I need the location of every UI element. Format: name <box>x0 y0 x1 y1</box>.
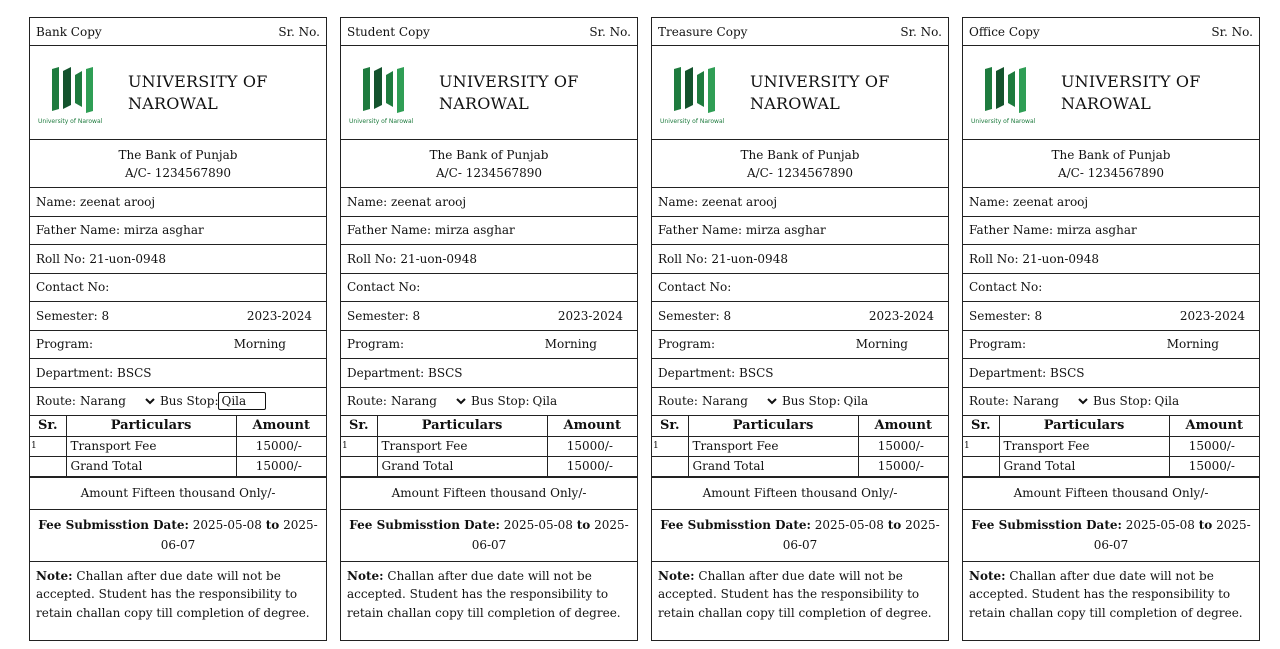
semester: 8 <box>101 308 110 323</box>
amount-in-words: Amount Fifteen thousand Only/- <box>652 477 948 510</box>
bank-name: The Bank of Punjab <box>118 147 238 162</box>
serial-number-label: Sr. No. <box>1211 24 1253 39</box>
route-row <box>652 388 948 417</box>
logo-caption: University of Narowal <box>971 117 1036 125</box>
program-label: Program: <box>36 337 94 352</box>
copy-title: Office Copy <box>969 24 1040 39</box>
fee-table <box>652 416 948 477</box>
semester: 8 <box>723 308 732 323</box>
serial-number-label: Sr. No. <box>900 24 942 39</box>
bank-account: A/C- 1234567890 <box>746 165 854 180</box>
student-name-row: Name: zeenat arooj <box>30 188 326 217</box>
program-row <box>30 331 326 360</box>
semester-row: Semester: 8 2023-2024 <box>963 302 1259 331</box>
bank-name: The Bank of Punjab <box>1051 147 1171 162</box>
note: Note: Challan after due date will not be accepted. Student has the responsibility to retain challan copy till completion of degree. <box>969 568 1243 620</box>
roll-no-row: Roll No: 21-uon-0948 <box>341 245 637 274</box>
route-row <box>963 388 1259 417</box>
contact-row <box>30 274 326 303</box>
roll-no: 21-uon-0948 <box>1022 251 1099 266</box>
university-logo <box>971 61 1051 125</box>
route-select[interactable] <box>387 393 469 409</box>
submission-dates: Fee Submisstion Date: 2025-05-08 to 2025-06-07 <box>963 510 1259 562</box>
bus-stop-input[interactable] <box>218 392 266 410</box>
challan-copy <box>651 17 949 641</box>
roll-no: 21-uon-0948 <box>400 251 477 266</box>
amount-in-words: Amount Fifteen thousand Only/- <box>341 477 637 510</box>
student-name: zeenat arooj <box>1013 194 1089 209</box>
department: BSCS <box>739 365 774 380</box>
bank-account: A/C- 1234567890 <box>1057 165 1165 180</box>
route-select[interactable] <box>1009 393 1091 409</box>
challan-copy <box>29 17 327 641</box>
bank-info <box>30 140 326 188</box>
fee-table-header: Sr. Particulars Amount <box>341 416 637 436</box>
department-row: Department: BSCS <box>963 359 1259 388</box>
route-row <box>341 388 637 417</box>
table-row: 1 Transport Fee 15000/- <box>30 436 326 456</box>
copy-header <box>963 18 1259 46</box>
university-name: UNIVERSITY OF NAROWAL <box>1061 71 1201 113</box>
logo-caption: University of Narowal <box>349 117 414 125</box>
semester: 8 <box>1034 308 1043 323</box>
bank-account: A/C- 1234567890 <box>124 165 232 180</box>
department-row: Department: BSCS <box>652 359 948 388</box>
bank-name: The Bank of Punjab <box>740 147 860 162</box>
program-label: Program: <box>347 337 405 352</box>
father-name-row: Father Name: mirza asghar <box>341 217 637 246</box>
amount-in-words: Amount Fifteen thousand Only/- <box>30 477 326 510</box>
student-name: zeenat arooj <box>80 194 156 209</box>
note: Note: Challan after due date will not be accepted. Student has the responsibility to retain challan copy till completion of degree. <box>658 568 932 620</box>
university-logo <box>38 61 118 125</box>
copy-header <box>341 18 637 46</box>
challan-copy <box>962 17 1260 641</box>
fee-table <box>963 416 1259 477</box>
bus-stop-input[interactable] <box>529 392 577 410</box>
submission-dates: Fee Submisstion Date: 2025-05-08 to 2025-06-07 <box>652 510 948 562</box>
table-row: 1 Transport Fee 15000/- <box>963 436 1259 456</box>
department: BSCS <box>1050 365 1085 380</box>
fee-table <box>30 416 326 477</box>
university-logo-icon <box>660 61 740 117</box>
university-header <box>341 46 637 140</box>
route-select[interactable] <box>76 393 158 409</box>
university-name: UNIVERSITY OF NAROWAL <box>128 71 268 113</box>
note: Note: Challan after due date will not be accepted. Student has the responsibility to retain challan copy till completion of degree. <box>36 568 310 620</box>
contact-row <box>341 274 637 303</box>
bus-stop-input[interactable] <box>1151 392 1199 410</box>
bank-info <box>341 140 637 188</box>
logo-caption: University of Narowal <box>38 117 103 125</box>
session: 2023-2024 <box>557 308 623 323</box>
grand-total-row: Grand Total 15000/- <box>963 456 1259 476</box>
table-row: 1 Transport Fee 15000/- <box>652 436 948 456</box>
copy-title: Treasure Copy <box>658 24 748 39</box>
university-name: UNIVERSITY OF NAROWAL <box>439 71 579 113</box>
copy-title: Bank Copy <box>36 24 102 39</box>
contact-label: Contact No: <box>658 280 732 295</box>
university-logo-icon <box>971 61 1051 117</box>
university-logo <box>349 61 429 125</box>
bank-info <box>963 140 1259 188</box>
roll-no-row: Roll No: 21-uon-0948 <box>963 245 1259 274</box>
contact-row <box>963 274 1259 303</box>
copy-header <box>652 18 948 46</box>
bus-stop-label: Bus Stop: <box>1092 394 1152 409</box>
grand-total-row: Grand Total 15000/- <box>652 456 948 476</box>
contact-row <box>652 274 948 303</box>
shift: Morning <box>855 337 908 352</box>
note: Note: Challan after due date will not be accepted. Student has the responsibility to retain challan copy till completion of degree. <box>347 568 621 620</box>
route-label: Route: <box>347 394 387 409</box>
program-label: Program: <box>969 337 1027 352</box>
shift: Morning <box>544 337 597 352</box>
contact-label: Contact No: <box>347 280 421 295</box>
bus-stop-label: Bus Stop: <box>470 394 530 409</box>
father-name-row: Father Name: mirza asghar <box>963 217 1259 246</box>
bus-stop-label: Bus Stop: <box>781 394 841 409</box>
university-logo <box>660 61 740 125</box>
student-name-row: Name: zeenat arooj <box>652 188 948 217</box>
shift: Morning <box>1166 337 1219 352</box>
roll-no: 21-uon-0948 <box>89 251 166 266</box>
bus-stop-input[interactable] <box>840 392 888 410</box>
semester-row: Semester: 8 2023-2024 <box>30 302 326 331</box>
bank-name: The Bank of Punjab <box>429 147 549 162</box>
university-name: UNIVERSITY OF NAROWAL <box>750 71 890 113</box>
copy-header <box>30 18 326 46</box>
father-name-row: Father Name: mirza asghar <box>652 217 948 246</box>
route-label: Route: <box>36 394 76 409</box>
submission-dates: Fee Submisstion Date: 2025-05-08 to 2025-06-07 <box>30 510 326 562</box>
amount-in-words: Amount Fifteen thousand Only/- <box>963 477 1259 510</box>
route-select[interactable] <box>698 393 780 409</box>
department: BSCS <box>117 365 152 380</box>
route-label: Route: <box>969 394 1009 409</box>
department-row: Department: BSCS <box>30 359 326 388</box>
program-row <box>652 331 948 360</box>
father-name: mirza asghar <box>745 223 826 238</box>
route-label: Route: <box>658 394 698 409</box>
contact-label: Contact No: <box>36 280 110 295</box>
student-name: zeenat arooj <box>702 194 778 209</box>
challan-copy <box>340 17 638 641</box>
session: 2023-2024 <box>868 308 934 323</box>
bus-stop-label: Bus Stop: <box>159 394 219 409</box>
department: BSCS <box>428 365 463 380</box>
university-logo-icon <box>38 61 118 117</box>
semester-row: Semester: 8 2023-2024 <box>652 302 948 331</box>
student-name: zeenat arooj <box>391 194 467 209</box>
department-row: Department: BSCS <box>341 359 637 388</box>
bank-info <box>652 140 948 188</box>
semester-row: Semester: 8 2023-2024 <box>341 302 637 331</box>
university-header <box>652 46 948 140</box>
student-name-row: Name: zeenat arooj <box>341 188 637 217</box>
university-header <box>963 46 1259 140</box>
roll-no-row: Roll No: 21-uon-0948 <box>30 245 326 274</box>
serial-number-label: Sr. No. <box>278 24 320 39</box>
copy-title: Student Copy <box>347 24 430 39</box>
grand-total-row: Grand Total 15000/- <box>341 456 637 476</box>
bank-account: A/C- 1234567890 <box>435 165 543 180</box>
father-name: mirza asghar <box>123 223 204 238</box>
program-row <box>341 331 637 360</box>
submission-dates: Fee Submisstion Date: 2025-05-08 to 2025-06-07 <box>341 510 637 562</box>
session: 2023-2024 <box>1179 308 1245 323</box>
grand-total-row: Grand Total 15000/- <box>30 456 326 476</box>
semester: 8 <box>412 308 421 323</box>
university-logo-icon <box>349 61 429 117</box>
logo-caption: University of Narowal <box>660 117 725 125</box>
fee-table-header: Sr. Particulars Amount <box>30 416 326 436</box>
fee-table <box>341 416 637 477</box>
roll-no: 21-uon-0948 <box>711 251 788 266</box>
fee-table-header: Sr. Particulars Amount <box>963 416 1259 436</box>
table-row: 1 Transport Fee 15000/- <box>341 436 637 456</box>
program-label: Program: <box>658 337 716 352</box>
fee-table-header: Sr. Particulars Amount <box>652 416 948 436</box>
father-name: mirza asghar <box>434 223 515 238</box>
student-name-row: Name: zeenat arooj <box>963 188 1259 217</box>
university-header <box>30 46 326 140</box>
serial-number-label: Sr. No. <box>589 24 631 39</box>
program-row <box>963 331 1259 360</box>
contact-label: Contact No: <box>969 280 1043 295</box>
shift: Morning <box>233 337 286 352</box>
route-row <box>30 388 326 417</box>
father-name: mirza asghar <box>1056 223 1137 238</box>
session: 2023-2024 <box>246 308 312 323</box>
father-name-row: Father Name: mirza asghar <box>30 217 326 246</box>
roll-no-row: Roll No: 21-uon-0948 <box>652 245 948 274</box>
